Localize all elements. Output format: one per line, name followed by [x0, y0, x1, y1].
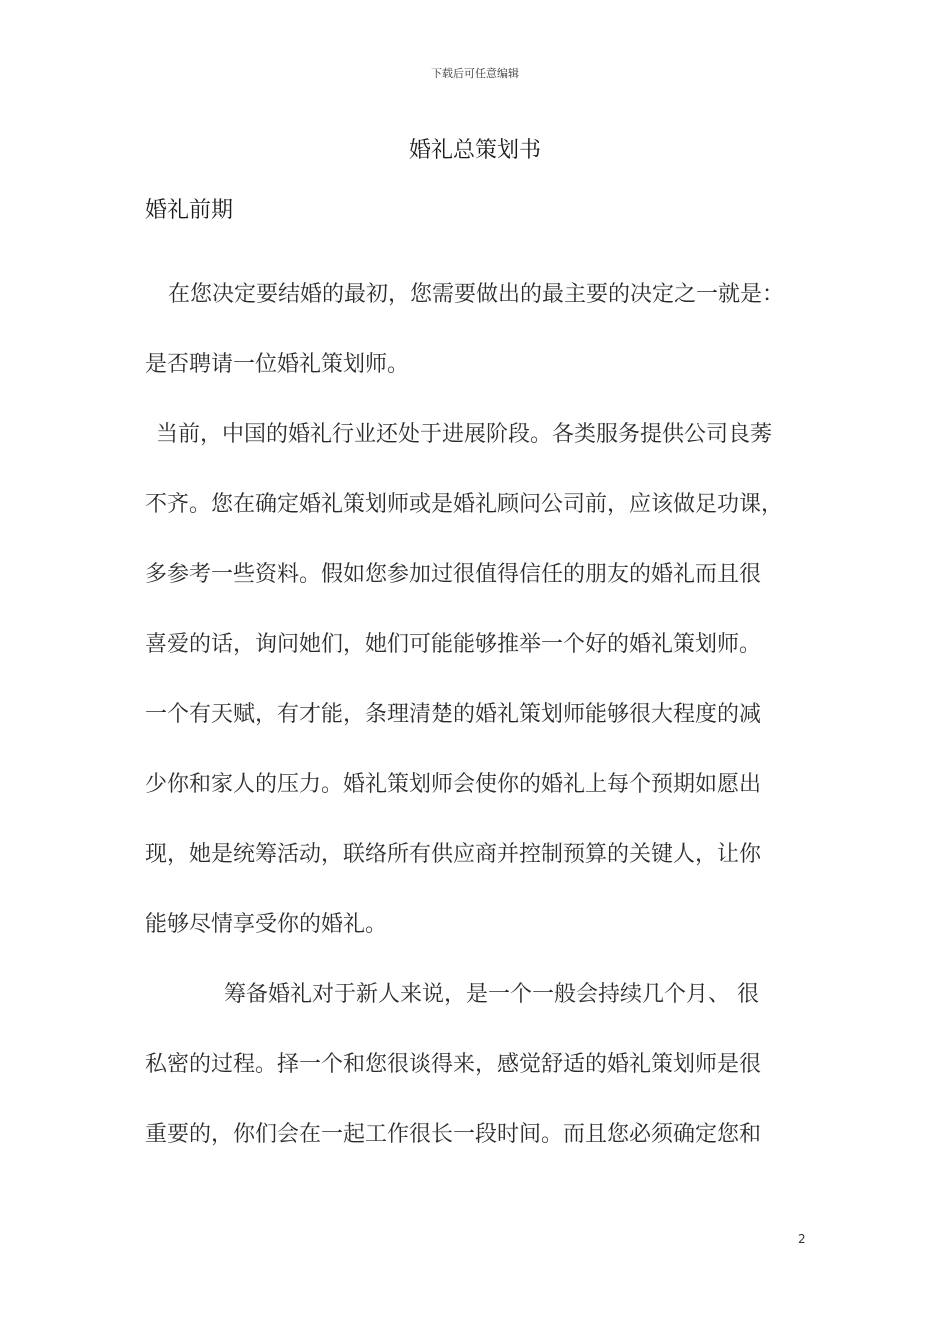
body-line: 私密的过程。择一个和您很谈得来，感觉舒适的婚礼策划师是很	[145, 1052, 762, 1077]
body-line: 筹备婚礼对于新人来说，是一个一般会持续几个月、 很	[224, 982, 759, 1007]
section-heading: 婚礼前期	[145, 198, 234, 223]
body-line: 不齐。您在确定婚礼策划师或是婚礼顾问公司前，应该做足功课，	[145, 492, 784, 517]
body-line: 能够尽情享受你的婚礼。	[145, 912, 388, 937]
body-line: 当前，中国的婚礼行业还处于进展阶段。各类服务提供公司良莠	[156, 422, 773, 447]
body-line: 在您决定要结婚的最初，您需要做出的最主要的决定之一就是：	[168, 282, 785, 307]
document-title: 婚礼总策划书	[408, 138, 541, 163]
body-line: 现，她是统筹活动，联络所有供应商并控制预算的关键人，让你	[145, 842, 762, 867]
body-line: 多参考一些资料。假如您参加过很值得信任的朋友的婚礼而且很	[145, 562, 762, 587]
body-line: 一个有天赋，有才能，条理清楚的婚礼策划师能够很大程度的减	[145, 702, 762, 727]
header-note: 下载后可任意编辑	[431, 67, 519, 80]
body-line: 少你和家人的压力。婚礼策划师会使你的婚礼上每个预期如愿出	[145, 772, 762, 797]
body-line: 重要的，你们会在一起工作很长一段时间。而且您必须确定您和	[145, 1122, 762, 1147]
body-line: 是否聘请一位婚礼策划师。	[145, 352, 410, 377]
body-line: 喜爱的话，询问她们，她们可能能够推举一个好的婚礼策划师。	[145, 632, 762, 657]
page-number: 2	[798, 1232, 806, 1246]
